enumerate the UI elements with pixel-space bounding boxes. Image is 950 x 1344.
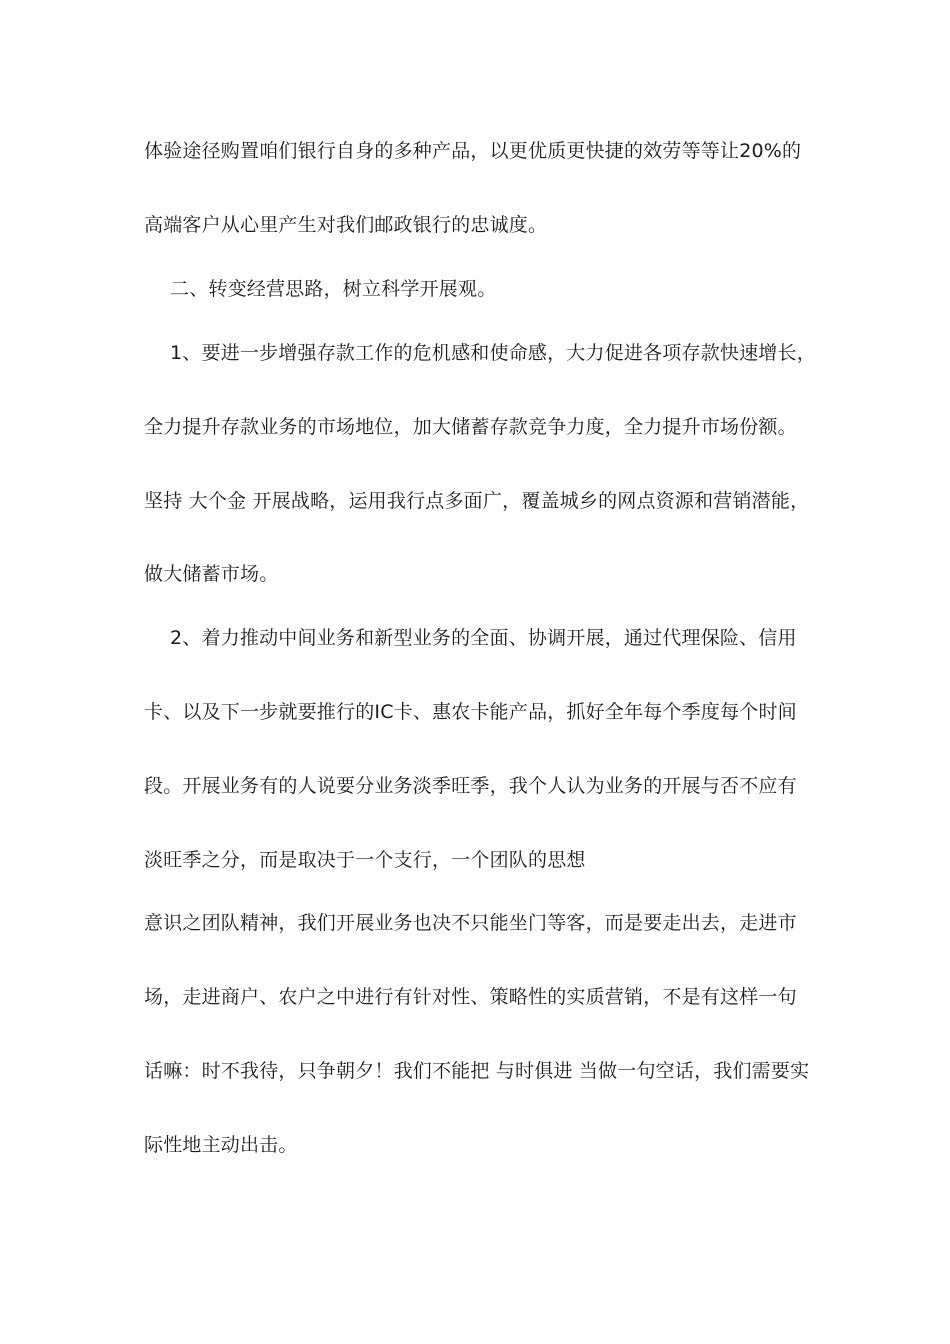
paragraph-line: 际性地主动出击。 (144, 1134, 298, 1156)
paragraph-line: 高端客户从心里产生对我们邮政银行的忠诚度。 (144, 214, 548, 236)
paragraph-line: 卡、以及下一步就要推行的IC卡、惠农卡能产品，抓好全年每个季度每个时间 (144, 701, 797, 723)
paragraph-line: 段。开展业务有的人说要分业务淡季旺季，我个人认为业务的开展与否不应有 (144, 775, 797, 797)
paragraph-line: 场，走进商户、农户之中进行有针对性、策略性的实质营销，不是有这样一句 (144, 986, 797, 1008)
paragraph-line: 2、着力推动中间业务和新型业务的全面、协调开展，通过代理保险、信用 (170, 627, 797, 649)
paragraph-line: 话嘛：时不我待，只争朝夕！我们不能把 与时俱进 当做一句空话，我们需要实 (144, 1060, 810, 1082)
paragraph-line: 淡旺季之分，而是取决于一个支行，一个团队的思想 (144, 849, 586, 871)
paragraph-line: 做大储蓄市场。 (144, 563, 279, 585)
paragraph-line: 全力提升存款业务的市场地位，加大储蓄存款竞争力度，全力提升市场份额。 (144, 416, 797, 438)
paragraph-line: 1、要进一步增强存款工作的危机感和使命感，大力促进各项存款快速增长， (170, 342, 816, 364)
paragraph-line: 体验途径购置咱们银行自身的多种产品，以更优质更快捷的效劳等等让20%的 (144, 140, 802, 162)
section-heading: 二、转变经营思路，树立科学开展观。 (170, 278, 497, 300)
paragraph-line: 意识之团队精神，我们开展业务也决不只能坐门等客，而是要走出去，走进市 (144, 912, 797, 934)
paragraph-line: 坚持 大个金 开展战略，运用我行点多面广，覆盖城乡的网点资源和营销潜能， (144, 490, 810, 512)
